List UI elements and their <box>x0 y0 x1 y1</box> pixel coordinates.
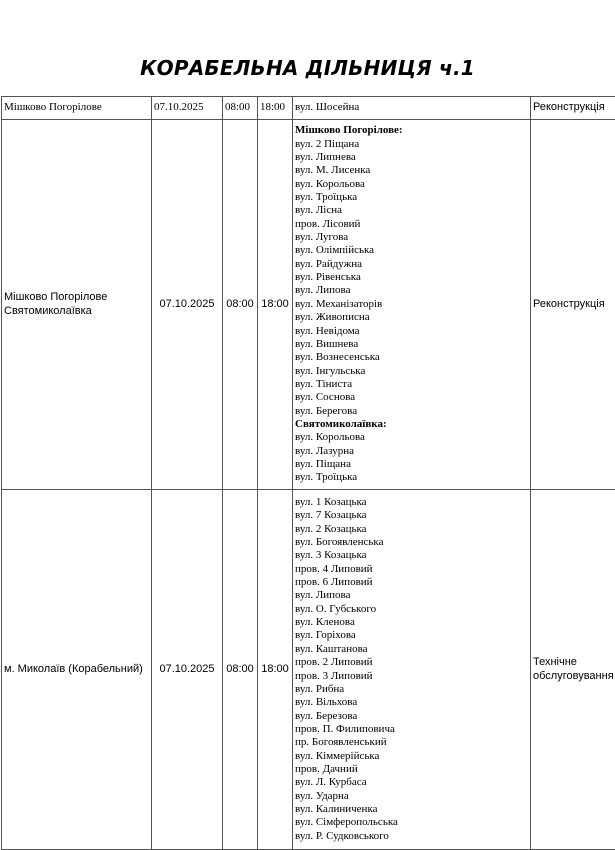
street-item: вул. Р. Судковського <box>295 830 528 843</box>
start-time-cell: 08:00 <box>223 97 258 120</box>
street-item: вул. Райдужна <box>295 258 528 271</box>
streets-cell: вул. Шосейна <box>293 97 531 120</box>
street-item: вул. 2 Козацька <box>295 523 528 536</box>
table-row <box>2 97 615 120</box>
street-item: вул. Рибна <box>295 683 528 696</box>
street-group-heading: Мішково Погорілове: <box>295 124 528 137</box>
street-item: вул. Соснова <box>295 391 528 404</box>
street-item: пров. 4 Липовий <box>295 563 528 576</box>
street-item: вул. Лазурна <box>295 445 528 458</box>
street-item: вул. Тіниста <box>295 378 528 391</box>
street-item: вул. Горіхова <box>295 629 528 642</box>
street-item: пров. Лісовий <box>295 218 528 231</box>
work-type-cell: Реконструкція <box>531 120 615 490</box>
street-item: вул. Олімпійська <box>295 244 528 257</box>
street-item: пров. П. Филиповича <box>295 723 528 736</box>
street-item: вул. Піщана <box>295 458 528 471</box>
street-item: вул. Кіммерійська <box>295 750 528 763</box>
start-time-cell: 08:00 <box>223 490 258 850</box>
street-item: вул. Вознесенська <box>295 351 528 364</box>
street-item: вул. Каштанова <box>295 643 528 656</box>
end-time-cell: 18:00 <box>258 120 293 490</box>
work-type-cell: Реконструкція <box>531 97 615 120</box>
work-type-cell <box>531 490 615 850</box>
street-item: пров. 2 Липовий <box>295 656 528 669</box>
date-cell: 07.10.2025 <box>152 97 223 120</box>
table-row <box>2 490 615 850</box>
street-item: вул. Троїцька <box>295 471 528 484</box>
street-item: вул. Сімферопольська <box>295 816 528 829</box>
page-title: КОРАБЕЛЬНА ДІЛЬНИЦЯ ч.1 <box>0 56 615 80</box>
location-cell: м. Миколаїв (Корабельний) <box>2 490 152 850</box>
street-item: вул. Механізаторів <box>295 298 528 311</box>
street-item: вул. Кленова <box>295 616 528 629</box>
street-item: вул. Рівенська <box>295 271 528 284</box>
street-item: вул. О. Губського <box>295 603 528 616</box>
street-item: вул. Троїцька <box>295 191 528 204</box>
streets-cell <box>293 120 531 490</box>
street-item: вул. Калиниченка <box>295 803 528 816</box>
table-row <box>2 120 615 490</box>
end-time-cell: 18:00 <box>258 97 293 120</box>
work-type-line: обслуговування <box>533 670 613 683</box>
street-item: пров. Дачний <box>295 763 528 776</box>
street-item: вул. Лугова <box>295 231 528 244</box>
street-item: вул. Лісна <box>295 204 528 217</box>
street-item: вул. Невідома <box>295 325 528 338</box>
street-group-heading: Святомиколаївка: <box>295 418 528 431</box>
date-cell: 07.10.2025 <box>152 490 223 850</box>
street-item: вул. Липнева <box>295 151 528 164</box>
street-item: вул. 7 Козацька <box>295 509 528 522</box>
location-cell <box>2 120 152 490</box>
street-item: вул. Вільхова <box>295 696 528 709</box>
street-item: вул. 3 Козацька <box>295 549 528 562</box>
location-line: Святомиколаївка <box>4 305 149 318</box>
street-item: вул. Берегова <box>295 405 528 418</box>
end-time-cell: 18:00 <box>258 490 293 850</box>
location-cell: Мішково Погорілове <box>2 97 152 120</box>
street-item: вул. Вишнева <box>295 338 528 351</box>
street-item: вул. Ударна <box>295 790 528 803</box>
street-item: вул. Корольова <box>295 178 528 191</box>
street-item: вул. Березова <box>295 710 528 723</box>
street-item: вул. Липова <box>295 284 528 297</box>
street-item: пров. 3 Липовий <box>295 670 528 683</box>
start-time-cell: 08:00 <box>223 120 258 490</box>
work-type-line: Технічне <box>533 656 613 669</box>
location-line: Мішково Погорілове <box>4 291 149 304</box>
street-item: вул. М. Лисенка <box>295 164 528 177</box>
street-item: вул. Богоявленська <box>295 536 528 549</box>
street-item: вул. 2 Піщана <box>295 138 528 151</box>
street-item: вул. Корольова <box>295 431 528 444</box>
street-item: вул. Л. Курбаса <box>295 776 528 789</box>
street-item: пров. 6 Липовий <box>295 576 528 589</box>
streets-cell <box>293 490 531 850</box>
street-item: вул. Живописна <box>295 311 528 324</box>
street-item: вул. 1 Козацька <box>295 496 528 509</box>
street-item: вул. Липова <box>295 589 528 602</box>
street-item: вул. Інгульська <box>295 365 528 378</box>
street-item: пр. Богоявленський <box>295 736 528 749</box>
schedule-table <box>1 96 615 850</box>
date-cell: 07.10.2025 <box>152 120 223 490</box>
